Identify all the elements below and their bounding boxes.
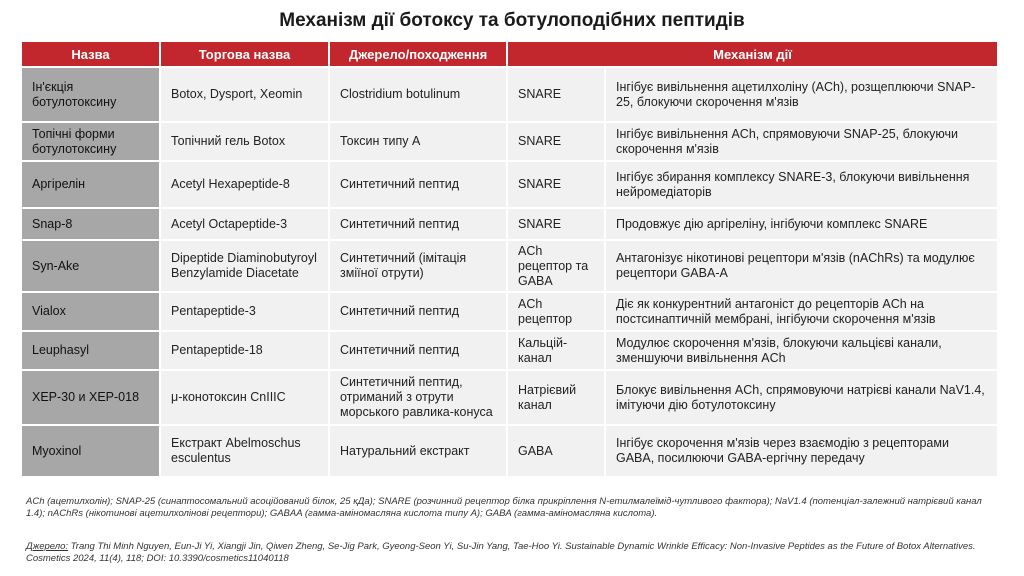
cell-target: SNARE — [508, 209, 604, 239]
cell-source: Синтетичний (імітація зміїної отрути) — [330, 241, 506, 291]
header-source: Джерело/походження — [330, 42, 506, 66]
cell-target: ACh рецептор — [508, 293, 604, 330]
source-text: Trang Thi Minh Nguyen, Eun-Ji Yi, Xiangji Jin, Qiwen Zheng, Se-Jig Park, Gyeong-Seon Yi, Su-Jin Yang, Tae-Hoo Yi. Sustainable Dynamic Wrinkle Efficacy: Non-Invasive Peptides as the Future of Botox Alternatives. Cosmetics 2024, 11(4), 118; DOI: 10.3390/cosmetics11040118 — [26, 541, 976, 564]
cell-trade-name: Pentapeptide-18 — [161, 332, 328, 369]
cell-target: Натрієвий канал — [508, 371, 604, 424]
cell-name: Vialox — [22, 293, 159, 330]
cell-source: Натуральний екстракт — [330, 426, 506, 476]
cell-source: Синтетичний пептид, отриманий з отрути морського равлика-конуса — [330, 371, 506, 424]
table-row — [22, 241, 997, 291]
cell-trade-name: Acetyl Octapeptide-3 — [161, 209, 328, 239]
header-trade-name: Торгова назва — [161, 42, 328, 66]
cell-name: Топічні форми ботулотоксину — [22, 123, 159, 160]
cell-target: SNARE — [508, 68, 604, 121]
cell-name: Snap-8 — [22, 209, 159, 239]
cell-name: Myoxinol — [22, 426, 159, 476]
page-title: Механізм дії ботоксу та ботулоподібних пептидів — [279, 10, 745, 31]
cell-name: XEP-30 и XEP-018 — [22, 371, 159, 424]
cell-mechanism: Діє як конкурентний антагоніст до рецепторів ACh на постсинаптичній мембрані, інгібуючи скорочення м'язів — [606, 293, 997, 330]
table-row — [22, 123, 997, 160]
table-row — [22, 371, 997, 424]
header-name: Назва — [22, 42, 159, 66]
source-citation — [26, 541, 996, 565]
table-row — [22, 293, 997, 330]
cell-source: Синтетичний пептид — [330, 293, 506, 330]
peptides-table — [20, 40, 999, 478]
cell-trade-name: Топічний гель Botox — [161, 123, 328, 160]
cell-trade-name: Acetyl Hexapeptide-8 — [161, 162, 328, 207]
cell-source: Clostridium botulinum — [330, 68, 506, 121]
cell-source: Синтетичний пептид — [330, 162, 506, 207]
cell-mechanism: Інгібує скорочення м'язів через взаємодію з рецепторами GABA, посилюючи GABA-ергічну передачу — [606, 426, 997, 476]
cell-mechanism: Модулює скорочення м'язів, блокуючи кальцієві канали, зменшуючи вивільнення ACh — [606, 332, 997, 369]
cell-target: ACh рецептор та GABA — [508, 241, 604, 291]
cell-target: Кальцій-канал — [508, 332, 604, 369]
source-label: Джерело: — [26, 541, 69, 552]
table-header-row — [22, 42, 997, 66]
table-row — [22, 162, 997, 207]
cell-mechanism: Продовжує дію аргіреліну, інгібуючи комплекс SNARE — [606, 209, 997, 239]
cell-source: Синтетичний пептид — [330, 209, 506, 239]
table-row — [22, 68, 997, 121]
cell-trade-name: Екстракт Abelmoschus esculentus — [161, 426, 328, 476]
table-row — [22, 209, 997, 239]
cell-name: Leuphasyl — [22, 332, 159, 369]
cell-mechanism: Блокує вивільнення ACh, спрямовуючи натрієві канали NaV1.4, імітуючи дію ботулотоксину — [606, 371, 997, 424]
cell-name: Ін'єкція ботулотоксину — [22, 68, 159, 121]
table-row — [22, 426, 997, 476]
header-mechanism: Механізм дії — [508, 42, 997, 66]
cell-mechanism: Інгібує вивільнення ACh, спрямовуючи SNAP-25, блокуючи скорочення м'язів — [606, 123, 997, 160]
cell-mechanism: Антагонізує нікотинові рецептори м'язів (nAChRs) та модулює рецептори GABA-A — [606, 241, 997, 291]
cell-trade-name: μ-конотоксин CnIIIC — [161, 371, 328, 424]
cell-mechanism: Інгібує збирання комплексу SNARE-3, блокуючи вивільнення нейромедіаторів — [606, 162, 997, 207]
table-row — [22, 332, 997, 369]
cell-name: Аргірелін — [22, 162, 159, 207]
abbreviations-footnote: ACh (ацетилхолін); SNAP-25 (синаптосомальний асоційований білок, 25 кДа); SNARE (розчинний рецептор білка прикріплення N-етилмалеїмід-чутливого фактора); NaV1.4 (потенціал-залежний натрієвий канал 1.4); nAChRs (нікотинові ацетилхолінові рецептори); GABAA (гамма-аміномасляна кислота типу А); GABA (гамма-аміномасляна кислота). — [26, 496, 982, 519]
cell-target: GABA — [508, 426, 604, 476]
cell-trade-name: Botox, Dysport, Xeomin — [161, 68, 328, 121]
cell-source: Синтетичний пептид — [330, 332, 506, 369]
cell-trade-name: Pentapeptide-3 — [161, 293, 328, 330]
cell-mechanism: Інгібує вивільнення ацетилхоліну (ACh), розщеплюючи SNAP-25, блокуючи скорочення м'язів — [606, 68, 997, 121]
cell-target: SNARE — [508, 162, 604, 207]
cell-target: SNARE — [508, 123, 604, 160]
cell-name: Syn-Ake — [22, 241, 159, 291]
cell-trade-name: Dipeptide Diaminobutyroyl Benzylamide Diacetate — [161, 241, 328, 291]
cell-source: Токсин типу А — [330, 123, 506, 160]
